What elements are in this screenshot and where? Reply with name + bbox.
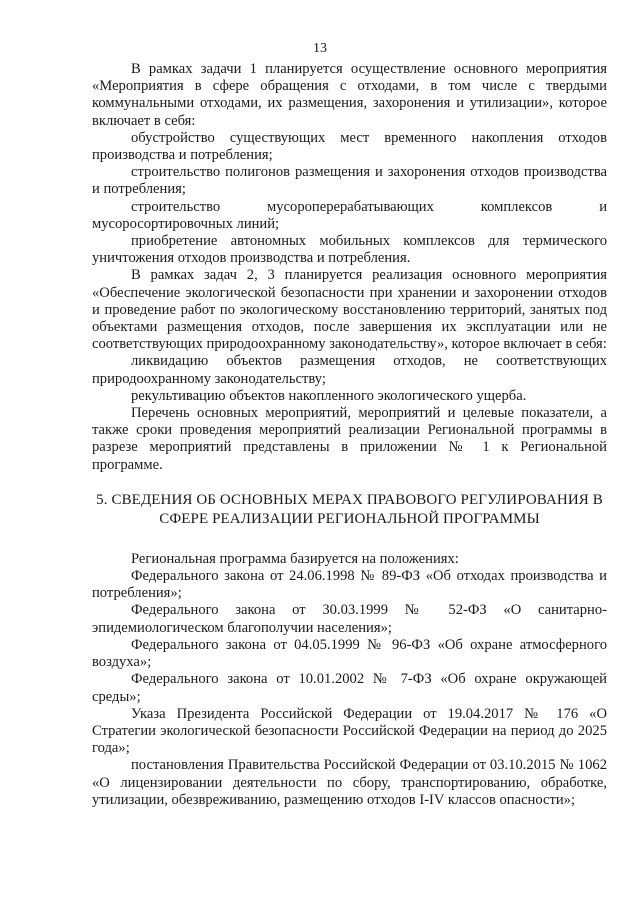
page-number: 13 [313,41,327,56]
list-item: Федерального закона от 30.03.1999 № 52-ФЗ «О санитарно-эпидемиологическом благополучии населения»; [92,602,607,636]
list-item: строительство полигонов размещения и захоронения отходов производства и потребления; [92,164,607,198]
paragraph-legal-basis-intro: Региональная программа базируется на положениях: [131,550,459,567]
list-item: Федерального закона от 10.01.2002 № 7-ФЗ «Об охране окружающей среды»; [92,671,607,705]
list-item: рекультивацию объектов накопленного экологического ущерба. [131,387,527,404]
paragraph-appendix-reference: Перечень основных мероприятий, мероприятий и целевые показатели, а также сроки проведения мероприятий реализации Региональной программы в разрезе мероприятий представлены в приложении № 1 к Региональной программе. [92,405,607,473]
list-item: Федерального закона от 04.05.1999 № 96-ФЗ «Об охране атмосферного воздуха»; [92,636,607,671]
section-heading: 5. СВЕДЕНИЯ ОБ ОСНОВНЫХ МЕРАХ ПРАВОВОГО РЕГУЛИРОВАНИЯ В СФЕРЕ РЕАЛИЗАЦИИ РЕГИОНАЛЬНОЙ ПРОГРАММЫ [96,491,603,527]
list-item: Указа Президента Российской Федерации от 19.04.2017 № 176 «О Стратегии экологической безопасности Российской Федерации на период до 2025 года»; [92,705,607,757]
paragraph-task-1: В рамках задачи 1 планируется осуществление основного мероприятия «Мероприятия в сфере обращения с отходами, в том числе с твердыми коммунальными отходами, их размещения, захоронения и утилизации», которое включает в себя: [92,61,607,129]
list-item: строительство мусороперерабатывающих комплексов и мусоросортировочных линий; [92,198,607,232]
page-content [92,61,607,809]
paragraph-tasks-2-3: В рамках задач 2, 3 планируется реализация основного мероприятия «Обеспечение экологической безопасности при хранении и захоронении отходов и проведение работ по экологическому восстановлению территорий, занятых под объектами размещения отходов, после завершения их эксплуатации или не соответствующих природоохранному законодательству», которое включает в себя: [92,267,607,353]
list-item: Федерального закона от 24.06.1998 № 89-ФЗ «Об отходах производства и потребления»; [92,568,607,602]
list-item: постановления Правительства Российской Федерации от 03.10.2015 № 1062 «О лицензировании деятельности по сбору, транспортированию, обработке, утилизации, обезвреживанию, размещению отходов I-IV классов опасности»; [92,757,607,808]
list-item: обустройство существующих мест временного накопления отходов производства и потребления; [92,129,607,164]
list-item: ликвидацию объектов размещения отходов, не соответствующих природоохранному законодательству; [92,353,607,387]
list-item: приобретение автономных мобильных комплексов для термического уничтожения отходов производства и потребления. [92,233,607,267]
